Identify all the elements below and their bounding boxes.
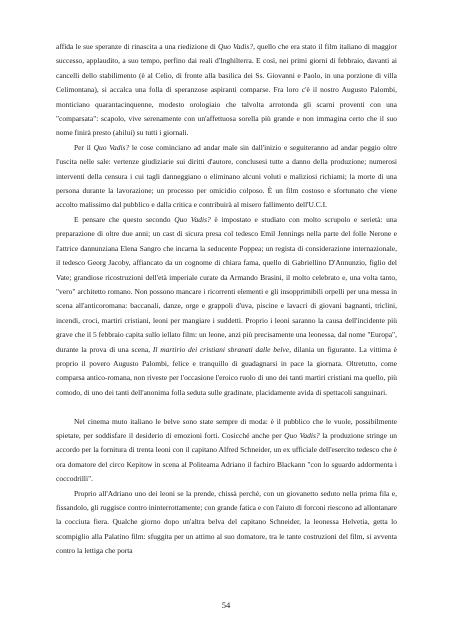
italic-title: Il martirio dei cristiani sbranati dalle belve xyxy=(152,344,290,354)
paragraph xyxy=(56,40,397,141)
text-run: Per il xyxy=(74,142,94,152)
italic-title: Quo Vadis? xyxy=(284,430,320,440)
text-run: E pensare che questo secondo xyxy=(74,214,175,224)
text-run: , dilania un figurante. La vittima è proprio il povero Augusto Palombi, felice e tranquillo di guadagnarsi in pace la giornata. Oltretutto, come comparsa antico-romana, non riveste per l'occasione l'eroico ruolo di uno dei tanti martiri cristiani ma quello, più comodo, di uno dei tanti dell'anonima folla seduta sulle gradinate, placidamente avida di spettacoli sanguinari. xyxy=(56,344,398,397)
text-run: , quello che era stato il film italiano di maggior successo, applaudito, a suo tempo, perfino dai reali d'Inghilterra. E così, nei primi giorni di febbraio, davanti ai cancelli dello stabilimento (è al Celio, di fronte alla basilica dei Ss. Giovanni e Paolo, in una porzione di villa Celimontana), si accalca una folla di speranzose aspiranti comparse. Fra loro c'è il nostro Augusto Palombi, monticiano quarantacinquenne, modesto orologiaio che talvolta arrotonda gli scarni proventi con una "comparsata": scapolo, vive serenamente con un'affettuosa sorella più grande e non immagina certo che il suo nome finirà presto (ahilui) su tutti i giornali. xyxy=(56,42,397,138)
italic-title: Quo Vadis? xyxy=(217,42,254,51)
paragraph xyxy=(56,487,397,559)
body-text xyxy=(56,40,397,559)
text-run: Nel cinema muto italiano le belve sono state sempre di moda: è il pubblico che le vuole, possibilmente spietate, per soddisfare il desiderio di emozioni forti. Cosicché anche per xyxy=(56,416,397,440)
paragraph xyxy=(56,415,397,487)
text-run: è impostato e studiato con molto scrupolo e serietà: una preparazione di oltre due anni; un cast di sicura presa col tedesco Emil Jennings nella parte del folle Nerone e l'attrice dannunziana Elena Sangro che incarna la seducente Poppea; un regista di considerazione internazionale, il tedesco Georg Jacoby, affiancato da un cognome di chiara fama, quello di Gabriellino D'Annunzio, figlio del Vate; grandiose ricostruzioni dell'età imperiale curate da Armando Brasini, il molto celebrato e, una volta tanto, "vero" architetto romano. Non possono mancare i ricorrenti elementi e gli insopprimibili orpelli per una messa in scena all'anticoromana: baccanali, danze, orge e grappoli d'uva, piscine e lavacri di giovani bagnanti, triclini, incendi, croci, martiri cristiani, leoni per mangiare i suddetti. Proprio i leoni saranno la causa dell'incidente più grave che il 5 febbraio capita sullo iellato film: un leone, anzi più precisamente una leonessa, dal nome "Europa", durante la prova di una scena, xyxy=(56,214,397,354)
page-number: 54 xyxy=(221,600,231,610)
text-run: Proprio all'Adriano uno dei leoni se la prende, chissà perché, con un giovanetto seduto nella prima fila e, fissandolo, gli ruggisce contro ininterrottamente; con grande fatica e con l'aiuto di forconi riescono ad allontanare la cocciuta fiera. Qualche giorno dopo un'altra belva del capitano Schneider, la leonessa Helvetia, getta lo scompiglio alla Palatino film: sfuggita per un attimo al suo domatore, tra le tante costruzioni del film, si avventa contro la lettiga che porta xyxy=(56,488,397,556)
text-run: le cose cominciano ad andar male sin dall'inizio e seguiteranno ad andar peggio oltre l'uscita nelle sale: vertenze giudiziarie sui diritti d'autore, conclusesi tutte a danno della produzione; numerosi interventi della censura i cui tagli danneggiano o eliminano alcuni voluti e maliziosi richiami; la morte di una persona durante la lavorazione; un processo per omicidio colposo. È un film costoso e sfortunato che viene accolto malissimo dal pubblico e dalla critica e contribuirà al misero fallimento dell'U.C.I. xyxy=(56,142,398,210)
text-run: la produzione stringe un accordo per la fornitura di trenta leoni con il capitano Alfred Schneider, un ex ufficiale dell'esercito tedesco che è ora domatore del circo Kepitow in scena al Politeama Adriano il fachiro Blackann "con lo sguardo addormenta i coccodrilli". xyxy=(56,430,397,484)
italic-title: Quo Vadis? xyxy=(174,214,211,224)
paragraph xyxy=(56,213,397,400)
text-run: affida le sue speranze di rinascita a una riedizione di xyxy=(56,42,218,51)
italic-title: Quo Vadis? xyxy=(93,142,130,152)
paragraph xyxy=(56,141,397,213)
